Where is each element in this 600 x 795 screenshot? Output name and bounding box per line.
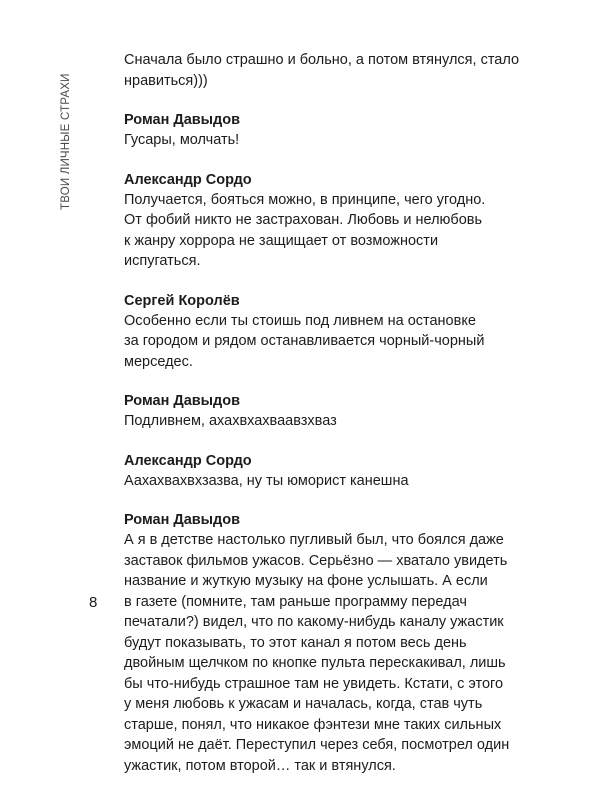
text-line: испугаться. [124, 253, 201, 269]
text-line: название и жуткую музыку на фоне услышать. А если [124, 573, 488, 589]
speaker-name: Роман Давыдов [124, 393, 241, 409]
text-line: А я в детстве настолько пугливый был, что боялся даже [124, 532, 504, 548]
text-line: заставок фильмов ужасов. Серьёзно — хватало увидеть [124, 552, 508, 569]
text-line: Гусары, молчать! [124, 132, 240, 148]
text-line: Аахахвахвхзазва, ну ты юморист канешна [124, 472, 409, 489]
dialogue-block [124, 291, 524, 373]
dialogue-block [124, 391, 524, 432]
dialogue-block [124, 451, 524, 492]
text-line: ужастик, потом второй… так и втянулся. [124, 757, 396, 774]
text-line: старше, понял, что никакое фэнтези мне таких сильных [124, 716, 502, 733]
text-line: Получается, бояться можно, в принципе, чего угодно. [124, 191, 486, 208]
message-text [124, 471, 524, 492]
message-text [124, 130, 524, 151]
speaker-name: Роман Давыдов [124, 512, 241, 528]
text-line: От фобий никто не застрахован. Любовь и нелюбовь [124, 212, 483, 228]
text-line: бы что-нибудь страшное там не увидеть. Кстати, с этого [124, 675, 504, 692]
message-text [124, 190, 524, 272]
dialogue-block [124, 170, 524, 272]
text-line: в газете (помните, там раньше программу передач [124, 593, 467, 610]
message-text [124, 530, 524, 776]
page-number: 8 [89, 594, 98, 611]
dialogue-block [124, 510, 524, 776]
running-head: ТВОИ ЛИЧНЫЕ СТРАХИ [60, 73, 72, 210]
text-line: к жанру хоррора не защищает от возможности [124, 232, 439, 249]
text-line: за городом и рядом останавливается чорный-чорный [124, 333, 485, 349]
text-line: Подливнем, ахахвхахваавзхваз [124, 413, 337, 429]
speaker-name: Сергей Королёв [124, 292, 240, 309]
text-line: печатали?) видел, что по какому-нибудь каналу ужастик [124, 614, 504, 630]
text-line: у меня любовь к ужасам и началась, когда, став чуть [124, 696, 483, 712]
text-line: будут показывать, то этот канал я потом весь день [124, 634, 467, 651]
text-line: мерседес. [124, 353, 193, 370]
speaker-name: Александр Сордо [124, 452, 252, 469]
speaker-name: Александр Сордо [124, 171, 252, 188]
dialogue-block [124, 50, 524, 91]
text-line: нравиться))) [124, 72, 208, 89]
dialogue-block [124, 110, 524, 151]
text-line: эмоций не даёт. Переступил через себя, посмотрел один [124, 737, 510, 753]
speaker-name: Роман Давыдов [124, 112, 241, 128]
message-text [124, 311, 524, 373]
message-text [124, 50, 524, 91]
message-text [124, 411, 524, 432]
text-line: двойным щелчком по кнопке пульта перескакивал, лишь [124, 655, 506, 671]
text-line: Особенно если ты стоишь под ливнем на остановке [124, 312, 476, 329]
dialogue-text [124, 50, 524, 795]
text-line: Сначала было страшно и больно, а потом втянулся, стало [124, 52, 520, 68]
